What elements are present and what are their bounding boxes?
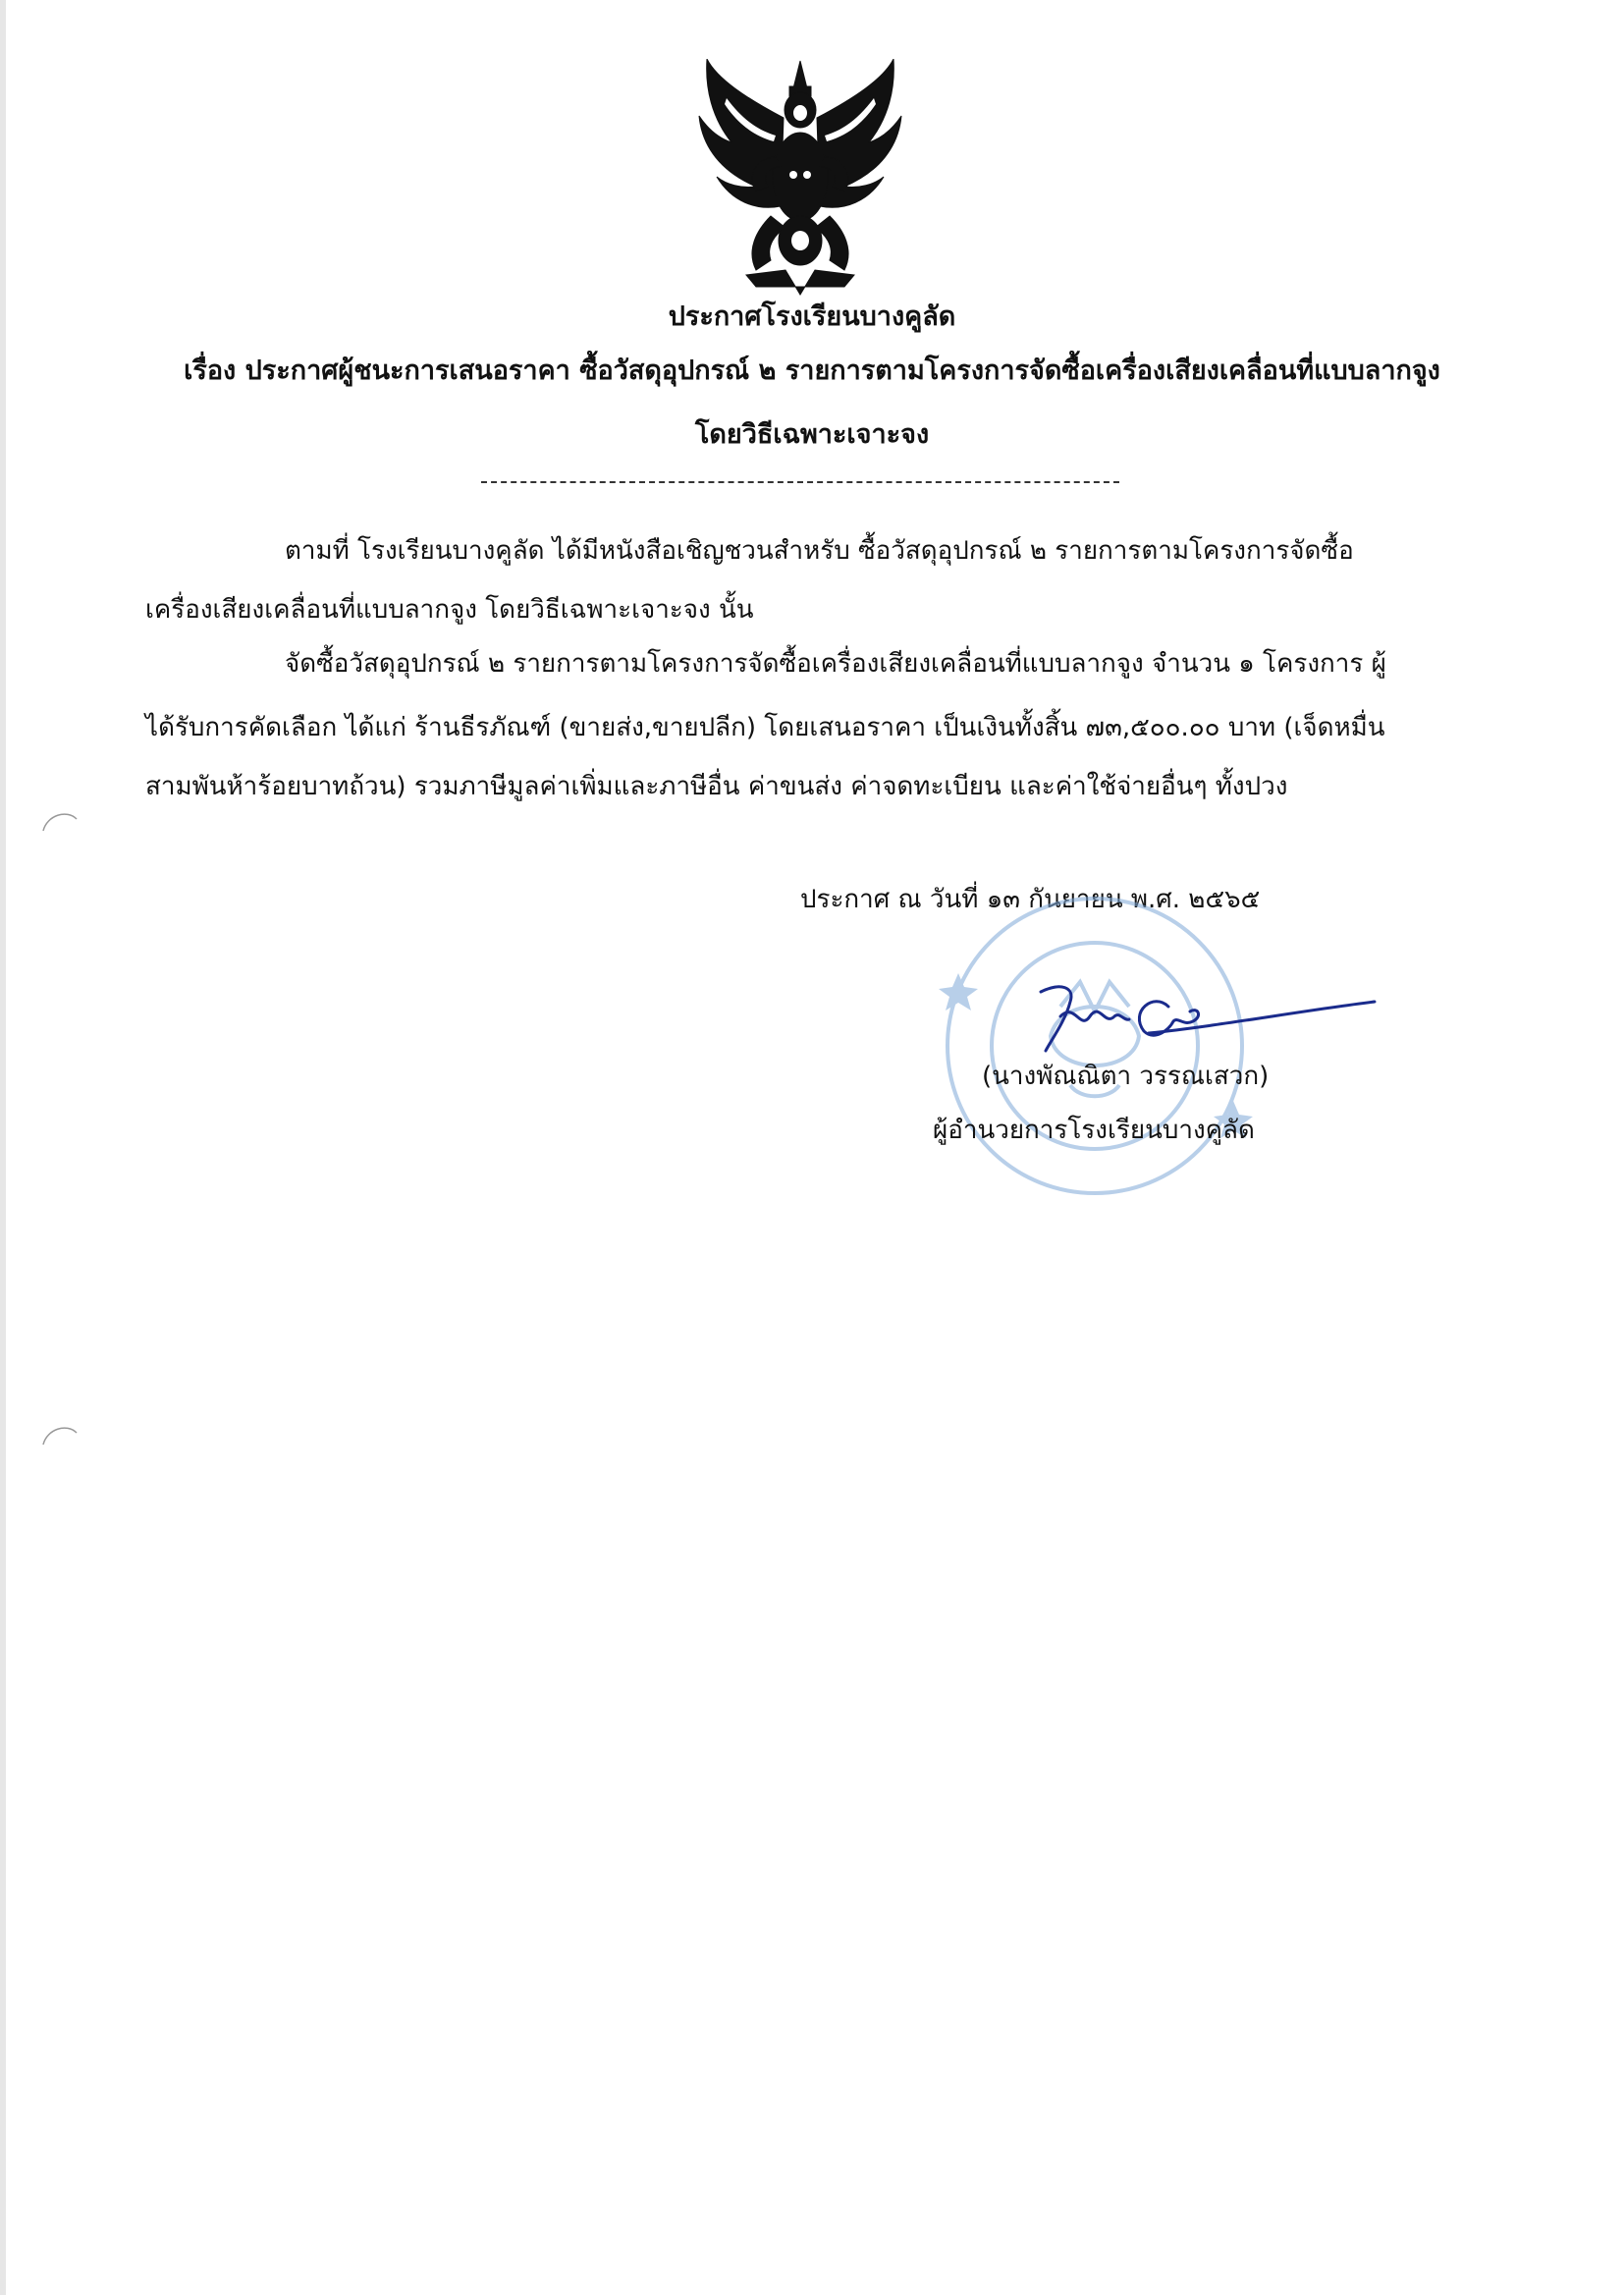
signer-position: ผู้อำนวยการโรงเรียนบางคูลัด <box>933 1116 1255 1145</box>
announcement-date: ประกาศ ณ วันที่ ๑๓ กันยายน พ.ศ. ๒๕๖๕ <box>800 885 1261 914</box>
punch-hole-mark-icon <box>39 1419 79 1448</box>
announcement-title: ประกาศโรงเรียนบางคูลัด <box>668 301 956 332</box>
paragraph-2-line-2: ได้รับการคัดเลือก ได้แก่ ร้านธีรภัณฑ์ (ขายส่ง,ขายปลีก) โดยเสนอราคา เป็นเงินทั้งสิ้น ๗๓,๕๐๐.๐๐ บาท (เจ็ดหมื่น <box>145 713 1385 742</box>
heading-divider <box>481 481 1119 483</box>
garuda-emblem-icon <box>687 59 913 300</box>
procurement-method: โดยวิธีเฉพาะเจาะจง <box>694 419 930 450</box>
handwritten-signature-icon <box>1021 972 1384 1061</box>
signer-name: (นางพัณณิตา วรรณเสวก) <box>982 1062 1270 1091</box>
paragraph-2-line-1: จัดซื้อวัสดุอุปกรณ์ ๒ รายการตามโครงการจัดซื้อเครื่องเสียงเคลื่อนที่แบบลากจูง จำนวน ๑ โครงการ ผู้ <box>285 649 1386 679</box>
paragraph-2-line-3: สามพันห้าร้อยบาทถ้วน) รวมภาษีมูลค่าเพิ่มและภาษีอื่น ค่าขนส่ง ค่าจดทะเบียน และค่าใช้จ่ายอื่นๆ ทั้งปวง <box>145 772 1288 801</box>
paragraph-1-line-1: ตามที่ โรงเรียนบางคูลัด ได้มีหนังสือเชิญชวนสำหรับ ซื้อวัสดุอุปกรณ์ ๒ รายการตามโครงการจัดซื้อ <box>285 536 1354 566</box>
announcement-subject: เรื่อง ประกาศผู้ชนะการเสนอราคา ซื้อวัสดุอุปกรณ์ ๒ รายการตามโครงการจัดซื้อเครื่องเสียงเคลื่อนที่แบบลากจูง <box>184 355 1440 386</box>
paragraph-1-line-2: เครื่องเสียงเคลื่อนที่แบบลากจูง โดยวิธีเฉพาะเจาะจง นั้น <box>145 595 754 625</box>
punch-hole-mark-icon <box>39 805 79 835</box>
page-scan-edge <box>0 0 6 2295</box>
